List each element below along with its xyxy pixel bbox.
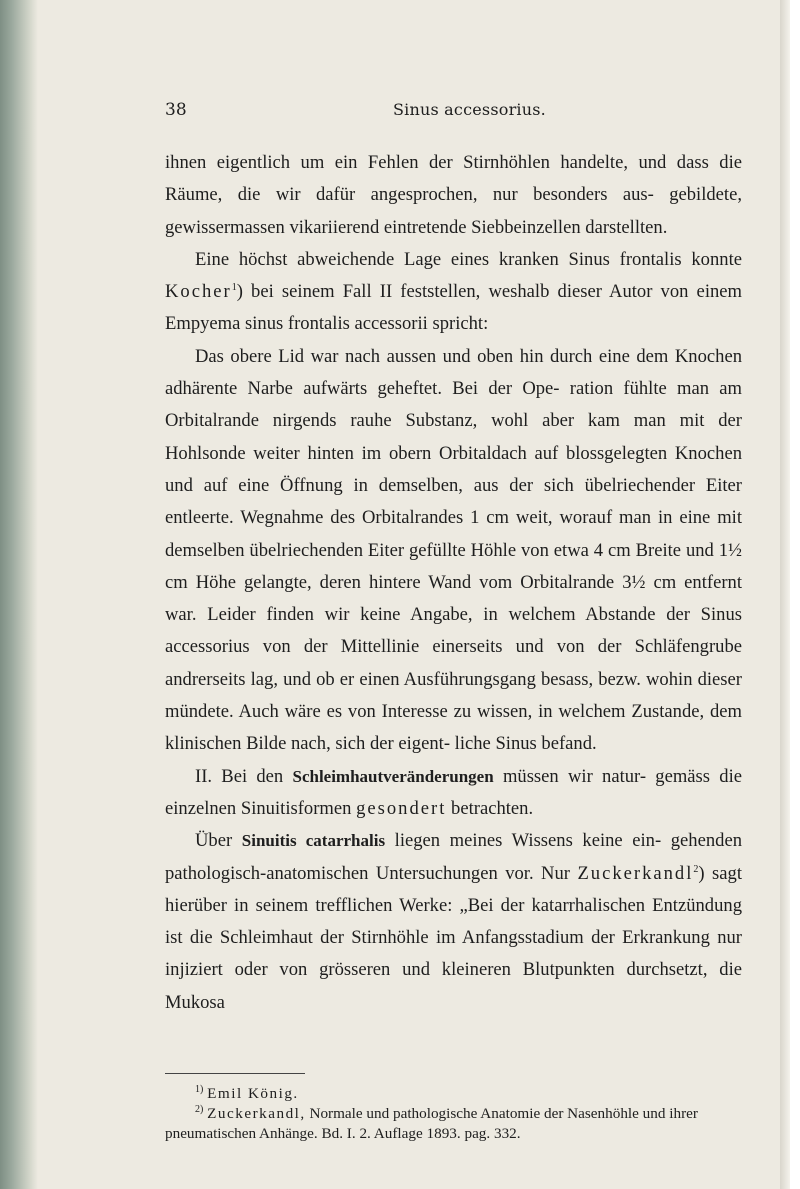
paragraph-continuation <box>165 147 742 244</box>
paragraph-2-lead: Eine höchst abweichende Lage eines kranken Sinus frontalis konnte <box>195 248 742 270</box>
paragraph-4-end: betrachten. <box>451 797 534 819</box>
paragraph-2-rest: ) bei seinem Fall II feststellen, weshalb dieser Autor von einem Empyema sinus frontalis accessorii spricht: <box>165 281 742 335</box>
section-keyword-schleimhaut: Schleimhautveränderungen <box>292 766 494 786</box>
footnote-1 <box>165 1084 742 1104</box>
footnote-2-mark: 2) <box>195 1103 204 1115</box>
section-keyword-catarrhalis: Sinuitis catarrhalis <box>241 831 386 851</box>
running-title: Sinus accessorius. <box>393 100 546 119</box>
footnote-1-author: Emil König. <box>207 1085 299 1102</box>
paragraph-kocher <box>165 244 742 341</box>
paragraph-section-ii <box>165 761 742 826</box>
paragraph-5-rest: ) sagt hierüber in seinem trefflichen Werke: „Bei der katarrhalischen Entzündung ist die Schleimhaut der Stirnhöhle im Anfangsstadium der Erkrankung nur injiziert oder von grösseren und kleineren Blutpunkten durchsetzt, die Mukosa <box>165 862 742 1013</box>
paragraph-4-middle: müssen wir natur- gemäss die einzelnen Sinuitisformen <box>165 765 743 819</box>
footnotes <box>165 1084 742 1144</box>
page-number: 38 <box>165 100 187 120</box>
emphasis-gesondert: gesondert <box>356 797 447 819</box>
page-right-edge <box>780 0 790 1189</box>
page-gutter-shadow <box>0 0 38 1189</box>
paragraph-3-text: Das obere Lid war nach aussen und oben hin durch eine dem Knochen adhärente Narbe aufwärts geheftet. Bei der Ope- ration fühlte man am Orbitalrande nirgends rauhe Substanz, wohl aber kam man mit der Hohlsonde weiter hinten im obern Orbitaldach auf blossgelegten Knochen und auf eine Öffnung in demselben, aus der sich übelriechender Eiter entleerte. Wegnahme des Orbitalrandes 1 cm weit, worauf man in eine mit demselben übelriechenden Eiter gefüllte Höhle von etwa 4 cm Breite und 1½ cm Höhe gelangte, deren hintere Wand vom Orbitalrande 3½ cm entfernt war. Leider finden wir keine Angabe, in welchem Abstande der Sinus accessorius von der Mittellinie einerseits und von der Schläfengrube andrerseits lag, und ob er einen Ausführungsgang besass, bezw. wohin dieser mündete. Auch wäre es von Interesse zu wissen, in welchem Zustande, dem klinischen Bilde nach, sich der eigent- liche Sinus befand. <box>165 345 742 755</box>
paragraph-4-lead: II. Bei den <box>195 765 284 787</box>
footnote-2-text: Normale und pathologische Anatomie der Nasenhöhle und ihrer pneumatischen Anhänge. Bd. I. 2. Auflage 1893. pag. 332. <box>165 1105 698 1142</box>
footnote-2 <box>165 1104 742 1144</box>
paragraph-1-text: ihnen eigentlich um ein Fehlen der Stirnhöhlen handelte, und dass die Räume, die wir dafür angesprochen, nur besonders aus- gebildete, gewissermassen vikariierend eintretende Siebbeinzellen darstellten. <box>165 152 742 238</box>
author-name-zuckerkandl: Zuckerkandl <box>577 862 694 884</box>
footnote-ref-1: 1 <box>231 282 237 293</box>
paragraph-5-middle: liegen meines Wissens keine ein- gehenden pathologisch-anatomischen Untersuchungen vor. Nur <box>165 830 742 884</box>
author-name-kocher: Kocher <box>165 281 232 303</box>
paragraph-sinuitis-catarrhalis <box>165 825 742 1019</box>
paragraph-5-lead: Über <box>195 830 233 852</box>
footnote-ref-2: 2 <box>693 863 699 875</box>
footnote-divider <box>165 1073 305 1074</box>
page-header <box>165 98 730 128</box>
footnote-2-author: Zuckerkandl, <box>207 1105 306 1122</box>
footnote-1-mark: 1) <box>195 1083 204 1095</box>
paragraph-case-description <box>165 341 742 761</box>
body-text <box>165 147 742 1019</box>
